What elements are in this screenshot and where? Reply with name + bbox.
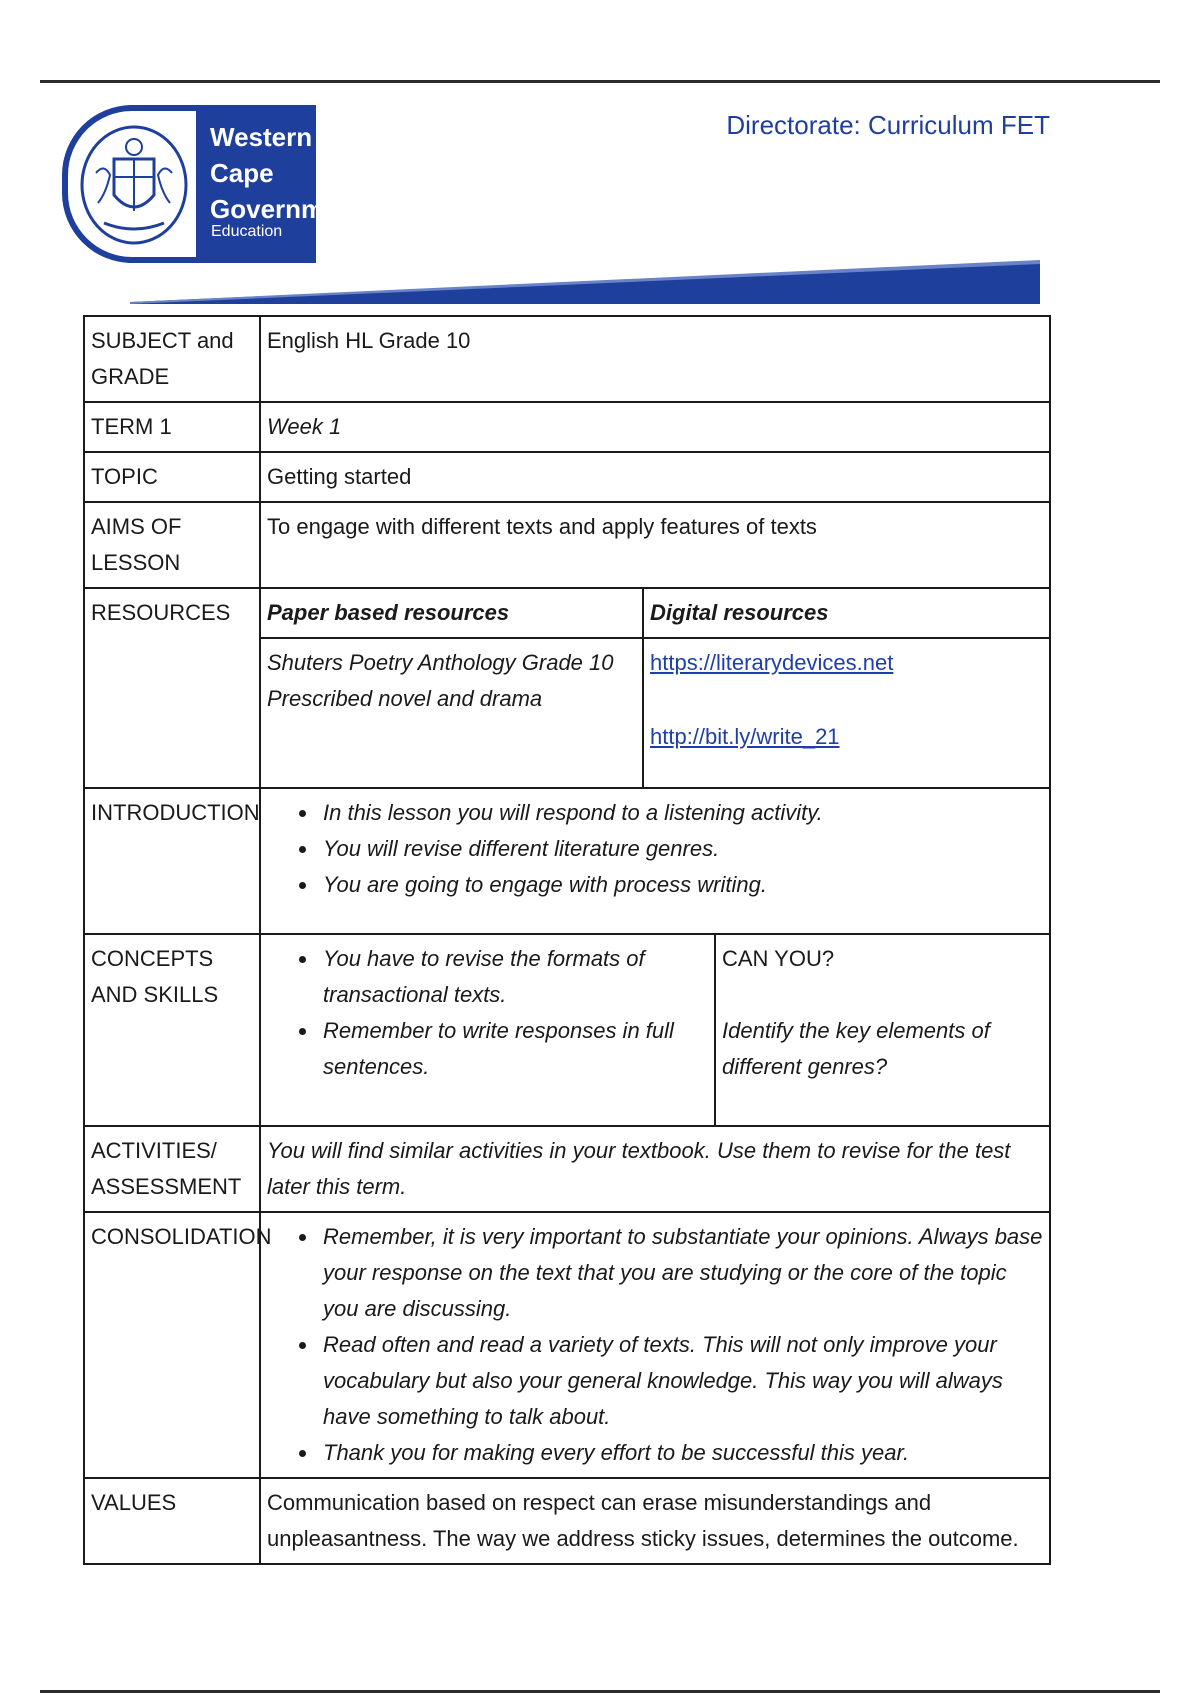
concepts-cell — [260, 934, 1050, 1126]
list-item: • You are going to engage with process writing. — [319, 867, 1043, 903]
bitly-write-link[interactable]: http://bit.ly/write_21 — [650, 724, 840, 749]
literarydevices-link[interactable]: https://literarydevices.net — [650, 650, 894, 675]
label-topic: TOPIC — [84, 452, 260, 502]
resources-cell — [260, 588, 1050, 788]
wcg-logo — [62, 105, 364, 263]
value-term: Week 1 — [260, 402, 1050, 452]
label-term: TERM 1 — [84, 402, 260, 452]
paper-resources-heading: Paper based resources — [261, 589, 643, 638]
row-aims — [84, 502, 1050, 588]
digital-resources-heading: Digital resources — [643, 589, 1049, 638]
label-concepts-skills: CONCEPTS AND SKILLS — [84, 934, 260, 1126]
value-activities: You will find similar activities in your textbook. Use them to revise for the test later this term. — [260, 1126, 1050, 1212]
label-values: VALUES — [84, 1478, 260, 1564]
list-item: • You will revise different literature genres. — [319, 831, 1043, 867]
can-you-question: Identify the key elements of different genres? — [722, 1018, 990, 1079]
list-item: • Read often and read a variety of texts. This will not only improve your vocabulary but also your general knowledge. This way you will always have something to talk about. — [319, 1327, 1043, 1435]
introduction-cell — [260, 788, 1050, 934]
consolidation-list — [267, 1219, 1043, 1471]
concepts-list-cell — [261, 935, 715, 1125]
label-activities: ACTIVITIES/ ASSESSMENT — [84, 1126, 260, 1212]
top-rule — [40, 80, 1160, 83]
logo-title: Western Cape Government — [210, 122, 364, 224]
row-values — [84, 1478, 1050, 1564]
value-values: Communication based on respect can erase misunderstandings and unpleasantness. The way we address sticky issues, determines the outcome. — [260, 1478, 1050, 1564]
row-consolidation — [84, 1212, 1050, 1478]
row-topic — [84, 452, 1050, 502]
bottom-rule — [40, 1690, 1160, 1693]
directorate-heading: Directorate: Curriculum FET — [726, 110, 1050, 140]
introduction-list — [267, 795, 1043, 903]
label-resources: RESOURCES — [84, 588, 260, 788]
row-resources — [84, 588, 1050, 788]
lesson-plan-table — [83, 315, 1051, 1565]
concepts-list — [267, 941, 708, 1085]
resources-grid — [261, 589, 1049, 787]
value-topic: Getting started — [260, 452, 1050, 502]
logo-subtitle: Education — [211, 223, 283, 240]
value-subject-grade: English HL Grade 10 — [260, 316, 1050, 402]
label-introduction: INTRODUCTION — [84, 788, 260, 934]
row-introduction — [84, 788, 1050, 934]
row-activities — [84, 1126, 1050, 1212]
coat-of-arms-icon — [68, 111, 196, 257]
label-consolidation: CONSOLIDATION — [84, 1212, 260, 1478]
list-item: • You have to revise the formats of transactional texts. — [319, 941, 708, 1013]
row-concepts-skills — [84, 934, 1050, 1126]
row-term — [84, 402, 1050, 452]
can-you-heading: CAN YOU? — [722, 946, 835, 971]
label-aims: AIMS OF LESSON — [84, 502, 260, 588]
header-swoosh — [130, 258, 1040, 304]
value-aims: To engage with different texts and apply features of texts — [260, 502, 1050, 588]
paper-resources-list — [261, 638, 643, 787]
label-subject-grade: SUBJECT and GRADE — [84, 316, 260, 402]
concepts-grid — [261, 935, 1049, 1125]
row-subject-grade — [84, 316, 1050, 402]
paper-resource-item: Shuters Poetry Anthology Grade 10 — [267, 650, 614, 675]
list-item: • In this lesson you will respond to a listening activity. — [319, 795, 1043, 831]
list-item: • Remember, it is very important to substantiate your opinions. Always base your response on the text that you are studying or the core of the topic you are discussing. — [319, 1219, 1043, 1327]
list-item: • Thank you for making every effort to be successful this year. — [319, 1435, 1043, 1471]
can-you-cell — [715, 935, 1049, 1125]
consolidation-cell — [260, 1212, 1050, 1478]
paper-resource-item: Prescribed novel and drama — [267, 686, 543, 711]
digital-resources-list — [643, 638, 1049, 787]
list-item: • Remember to write responses in full sentences. — [319, 1013, 708, 1085]
